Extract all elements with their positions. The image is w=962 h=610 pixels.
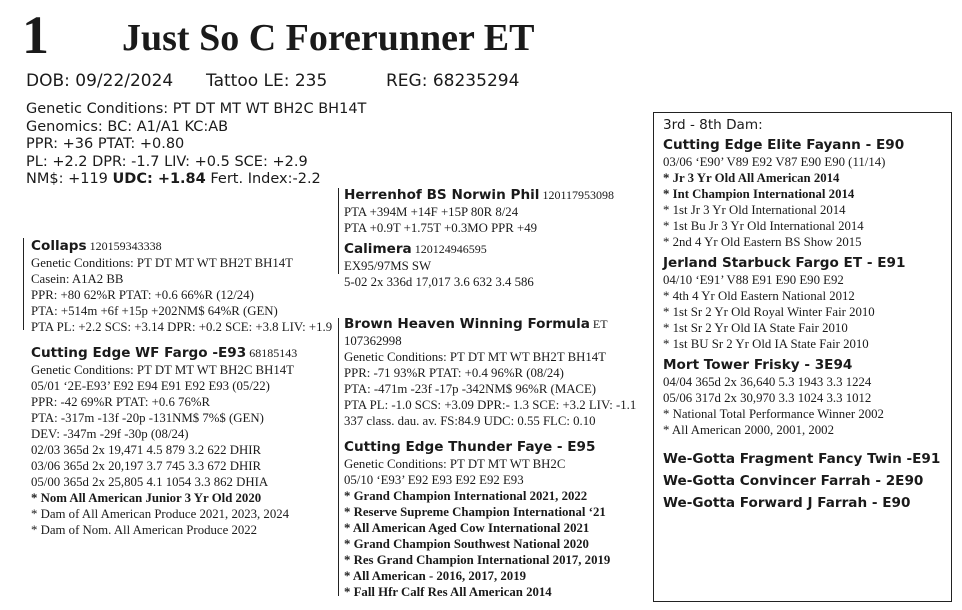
- third-dam-line: 03/06 ‘E90’ V89 E92 V87 E90 E90 (11/14): [663, 155, 886, 169]
- dam-sire-name: Brown Heaven Winning Formula: [344, 316, 590, 332]
- fifth-dam-line: 04/04 365d 2x 36,640 5.3 1943 3.3 1224: [663, 375, 872, 389]
- sire-line: PTA: +514m +6f +15p +202NM$ 64%R (GEN): [31, 304, 278, 318]
- fourth-dam-name: Jerland Starbuck Fargo ET - E91: [663, 255, 906, 271]
- genetic-conditions: Genetic Conditions: PT DT MT WT BH2C BH14T: [26, 101, 367, 117]
- sire-dam-block: [344, 238, 534, 290]
- dam-sire-line: 337 class. dau. av. FS:84.9 UDC: 0.55 FLC: 0.10: [344, 414, 596, 428]
- dam-award: * Dam of Nom. All American Produce 2022: [31, 523, 258, 537]
- dam-line: 02/03 365d 2x 19,471 4.5 879 3.2 622 DHIR: [31, 443, 261, 457]
- third-dam-award: * 1st Jr 3 Yr Old International 2014: [663, 203, 846, 217]
- fifth-dam-award: * All American 2000, 2001, 2002: [663, 423, 834, 437]
- dam-dam-award: * All American - 2016, 2017, 2019: [344, 569, 526, 583]
- third-dam-name: Cutting Edge Elite Fayann - E90: [663, 137, 905, 153]
- fourth-dam-award: * 1st Sr 2 Yr Old Royal Winter Fair 2010: [663, 305, 875, 319]
- sixth-dam-name: We-Gotta Fragment Fancy Twin -E91: [663, 451, 941, 467]
- dam-dam-award: * Reserve Supreme Champion International ‘21: [344, 505, 606, 519]
- dob: DOB: 09/22/2024: [26, 71, 174, 91]
- sire-sire-block: [344, 184, 614, 236]
- dam-award: * Nom All American Junior 3 Yr Old 2020: [31, 491, 262, 505]
- sire-dam-reg: 120124946595: [411, 242, 487, 256]
- ppr-ptat: PPR: +36 PTAT: +0.80: [26, 136, 185, 153]
- dam-dam-award: * Res Grand Champion International 2017, 2019: [344, 553, 611, 567]
- registration-number: REG: 68235294: [386, 71, 520, 91]
- nm-udc-fert: [26, 171, 366, 189]
- sire-sire-reg: 120117953098: [539, 188, 615, 202]
- fert-index: Fert. Index:-2.2: [205, 171, 321, 188]
- lot-number: 1: [22, 5, 49, 65]
- dam-dam-line: 05/10 ‘E93’ E92 E93 E92 E92 E93: [344, 473, 524, 487]
- dam-line: PPR: -42 69%R PTAT: +0.6 76%R: [31, 395, 211, 409]
- dam-dam-award: * Grand Champion Southwest National 2020: [344, 537, 589, 551]
- fourth-dam-award: * 1st Sr 2 Yr Old IA State Fair 2010: [663, 321, 848, 335]
- dam-dam-award: * Fall Hfr Calf Res All American 2014: [344, 585, 552, 599]
- dam-line: 05/00 365d 2x 25,805 4.1 1054 3.3 862 DHIA: [31, 475, 269, 489]
- third-dam-award: * Jr 3 Yr Old All American 2014: [663, 171, 840, 185]
- dam-block: [31, 342, 297, 538]
- dam-sire-block: [344, 313, 636, 429]
- eighth-dam-name: We-Gotta Forward J Farrah - E90: [663, 495, 911, 511]
- sire-line: PPR: +80 62%R PTAT: +0.6 66%R (12/24): [31, 288, 254, 302]
- sire-dam-name: Calimera: [344, 241, 412, 257]
- sire-line: Genetic Conditions: PT DT MT WT BH2T BH14T: [31, 256, 293, 270]
- animal-name: Just So C Forerunner ET: [122, 17, 535, 59]
- dam-line: PTA: -317m -13f -20p -131NM$ 7%$ (GEN): [31, 411, 264, 425]
- genetics-block: [26, 101, 366, 189]
- dam-sire-line: Genetic Conditions: PT DT MT WT BH2T BH14T: [344, 350, 606, 364]
- sire-sire-line: PTA +0.9T +1.75T +0.3MO PPR +49: [344, 221, 538, 235]
- third-dam-award: * Int Champion International 2014: [663, 187, 855, 201]
- sire-bracket-line: [338, 188, 339, 274]
- third-dam-award: * 1st Bu Jr 3 Yr Old International 2014: [663, 219, 864, 233]
- sire-line: PTA PL: +2.2 SCS: +3.14 DPR: +0.2 SCE: +3.8 LIV: +1.9: [31, 320, 333, 334]
- dam-award: * Dam of All American Produce 2021, 2023, 2024: [31, 507, 290, 521]
- fourth-dam-award: * 1st BU Sr 2 Yr Old IA State Fair 2010: [663, 337, 869, 351]
- seventh-dam-name: We-Gotta Convincer Farrah - 2E90: [663, 473, 924, 489]
- dam-line: 05/01 ‘2E-E93’ E92 E94 E91 E92 E93 (05/22): [31, 379, 270, 393]
- dams-box-content: [663, 116, 945, 514]
- fifth-dam-award: * National Total Performance Winner 2002: [663, 407, 884, 421]
- sire-line: Casein: A1A2 BB: [31, 272, 124, 286]
- third-dam-award: * 2nd 4 Yr Old Eastern BS Show 2015: [663, 235, 862, 249]
- dam-reg: 68185143: [246, 346, 298, 360]
- dam-dam-block: [344, 436, 610, 600]
- dams-box-heading: 3rd - 8th Dam:: [663, 117, 763, 133]
- dam-bracket-line: [338, 318, 339, 596]
- sire-dam-line: 5-02 2x 336d 17,017 3.6 632 3.4 586: [344, 275, 534, 289]
- dam-dam-award: * Grand Champion International 2021, 2022: [344, 489, 588, 503]
- dam-line: DEV: -347m -29f -30p (08/24): [31, 427, 189, 441]
- sire-dam-line: EX95/97MS SW: [344, 259, 432, 273]
- dam-dam-name: Cutting Edge Thunder Faye - E95: [344, 439, 596, 455]
- sire-name: Collaps: [31, 238, 87, 254]
- nm-dollars: NM$: +119: [26, 171, 113, 188]
- dam-line: 03/06 365d 2x 20,197 3.7 745 3.3 672 DHIR: [31, 459, 261, 473]
- sire-sire-name: Herrenhof BS Norwin Phil: [344, 187, 540, 203]
- dam-line: Genetic Conditions: PT DT MT WT BH2C BH14T: [31, 363, 294, 377]
- dam-sire-line: 107362998: [344, 334, 402, 348]
- tattoo: Tattoo LE: 235: [206, 71, 328, 91]
- sire-block: [31, 235, 332, 335]
- fifth-dam-line: 05/06 317d 2x 30,970 3.3 1024 3.3 1012: [663, 391, 872, 405]
- dam-name: Cutting Edge WF Fargo -E93: [31, 345, 247, 361]
- fourth-dam-line: 04/10 ‘E91’ V88 E91 E90 E90 E92: [663, 273, 844, 287]
- pl-dpr-liv-sce: PL: +2.2 DPR: -1.7 LIV: +0.5 SCE: +2.9: [26, 153, 308, 170]
- dam-dam-line: Genetic Conditions: PT DT MT WT BH2C: [344, 457, 566, 471]
- dam-sire-line: PTA: -471m -23f -17p -342NM$ 96%R (MACE): [344, 382, 597, 396]
- dam-sire-line: PTA PL: -1.0 SCS: +3.09 DPR:- 1.3 SCE: +3.2 LIV: -1.1: [344, 398, 637, 412]
- dam-dam-award: * All American Aged Cow International 2021: [344, 521, 590, 535]
- dam-sire-line: PPR: -71 93%R PTAT: +0.4 96%R (08/24): [344, 366, 564, 380]
- sire-sire-line: PTA +394M +14F +15P 80R 8/24: [344, 205, 519, 219]
- fifth-dam-name: Mort Tower Frisky - 3E94: [663, 357, 853, 373]
- sire-reg: 120159343338: [86, 239, 162, 253]
- fourth-dam-award: * 4th 4 Yr Old Eastern National 2012: [663, 289, 855, 303]
- udc: UDC: +1.84: [112, 171, 206, 188]
- dam-sire-suffix: ET: [589, 317, 608, 331]
- genomics: Genomics: BC: A1/A1 KC:AB: [26, 118, 229, 135]
- sire-line: [23, 238, 24, 330]
